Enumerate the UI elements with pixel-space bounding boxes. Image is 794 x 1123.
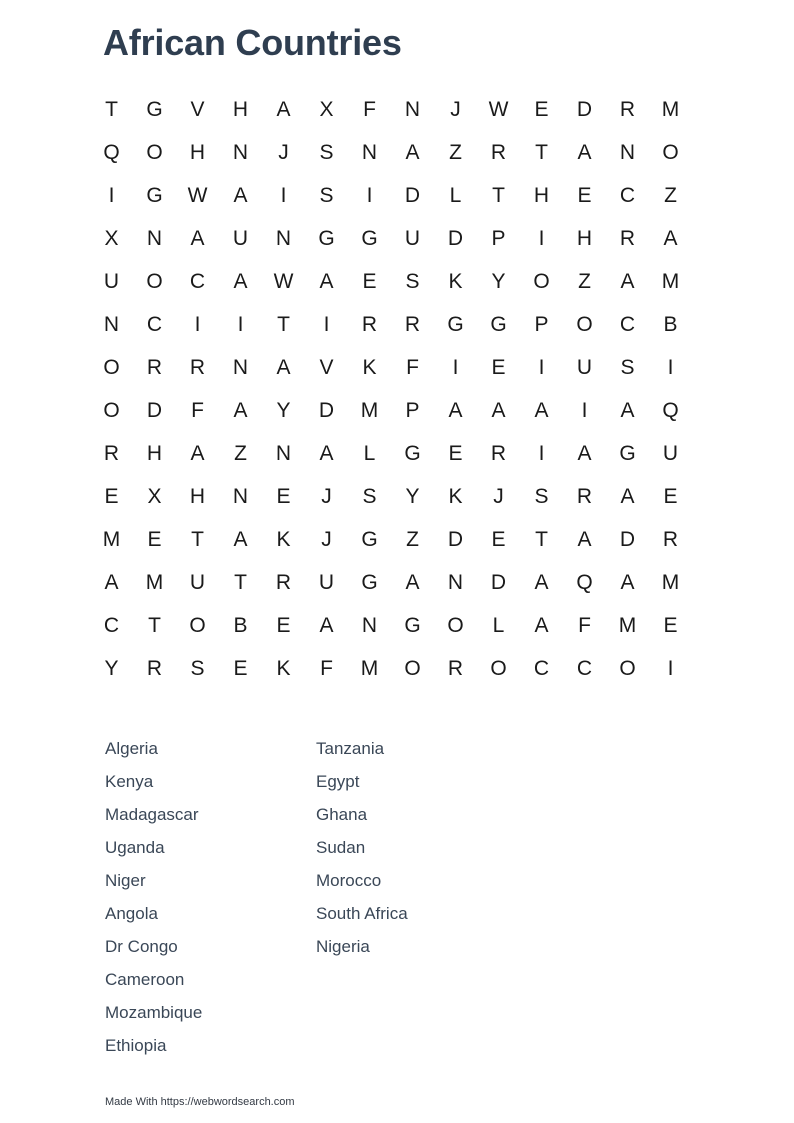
grid-letter: E xyxy=(276,613,291,637)
grid-letter: I xyxy=(581,398,588,422)
grid-row xyxy=(90,647,692,690)
grid-letter: C xyxy=(103,613,120,637)
grid-letter: A xyxy=(577,527,592,551)
grid-letter: Y xyxy=(405,484,420,508)
grid-letter: R xyxy=(490,441,507,465)
word-list-item: South Africa xyxy=(316,904,408,923)
grid-letter: B xyxy=(233,613,248,637)
word-list-item: Tanzania xyxy=(316,739,385,758)
grid-letter: N xyxy=(404,97,421,121)
word-list-item: Cameroon xyxy=(105,970,185,989)
grid-letter: I xyxy=(194,312,201,336)
grid-letter: R xyxy=(361,312,378,336)
grid-letter: I xyxy=(667,355,674,379)
grid-letter: N xyxy=(232,140,249,164)
grid-letter: G xyxy=(404,441,421,465)
grid-letter: C xyxy=(146,312,163,336)
grid-letter: A xyxy=(233,398,248,422)
grid-letter: N xyxy=(275,226,292,250)
grid-row xyxy=(90,303,692,346)
grid-row xyxy=(90,475,692,518)
grid-letter: A xyxy=(534,613,549,637)
grid-letter: G xyxy=(619,441,636,465)
grid-letter: H xyxy=(146,441,163,465)
grid-letter: U xyxy=(318,570,335,594)
word-list-item: Madagascar xyxy=(105,805,199,824)
grid-letter: P xyxy=(491,226,506,250)
grid-letter: D xyxy=(447,527,464,551)
grid-letter: Q xyxy=(103,140,120,164)
grid-letter: E xyxy=(233,656,248,680)
grid-letter: E xyxy=(491,355,506,379)
grid-letter: S xyxy=(405,269,420,293)
grid-letter: A xyxy=(233,269,248,293)
word-list-item: Algeria xyxy=(105,739,158,758)
grid-letter: I xyxy=(538,226,545,250)
grid-letter: A xyxy=(319,613,334,637)
grid-letter: A xyxy=(190,441,205,465)
word-list-item: Angola xyxy=(105,904,158,923)
grid-letter: N xyxy=(619,140,636,164)
grid-letter: O xyxy=(404,656,421,680)
grid-letter: T xyxy=(191,527,204,551)
grid-letter: O xyxy=(576,312,593,336)
letter-grid xyxy=(90,88,692,690)
grid-letter: R xyxy=(619,226,636,250)
grid-letter: U xyxy=(404,226,421,250)
grid-letter: Z xyxy=(449,140,462,164)
grid-letter: W xyxy=(488,97,509,121)
grid-row xyxy=(90,604,692,647)
grid-letter: X xyxy=(319,97,334,121)
grid-letter: G xyxy=(361,527,378,551)
grid-letter: N xyxy=(103,312,120,336)
grid-row xyxy=(90,389,692,432)
grid-letter: R xyxy=(662,527,679,551)
grid-letter: A xyxy=(534,398,549,422)
grid-letter: N xyxy=(275,441,292,465)
word-list-item: Ghana xyxy=(316,805,368,824)
grid-letter: R xyxy=(146,355,163,379)
word-list xyxy=(105,736,527,1066)
grid-letter: I xyxy=(108,183,115,207)
grid-letter: F xyxy=(406,355,419,379)
grid-letter: B xyxy=(663,312,678,336)
grid-letter: G xyxy=(361,226,378,250)
grid-letter: D xyxy=(404,183,421,207)
grid-letter: O xyxy=(103,398,120,422)
grid-letter: G xyxy=(146,97,163,121)
grid-letter: O xyxy=(103,355,120,379)
grid-letter: I xyxy=(366,183,373,207)
grid-letter: J xyxy=(493,484,504,508)
grid-row xyxy=(90,88,692,131)
word-list-column-2 xyxy=(316,736,527,1066)
grid-letter: E xyxy=(104,484,119,508)
grid-letter: R xyxy=(275,570,292,594)
grid-letter: O xyxy=(619,656,636,680)
grid-letter: A xyxy=(534,570,549,594)
grid-letter: Y xyxy=(104,656,119,680)
grid-letter: K xyxy=(276,527,291,551)
grid-letter: A xyxy=(276,355,291,379)
grid-letter: O xyxy=(146,269,163,293)
grid-letter: Z xyxy=(664,183,677,207)
grid-letter: N xyxy=(146,226,163,250)
grid-letter: M xyxy=(360,656,379,680)
grid-letter: G xyxy=(146,183,163,207)
grid-letter: A xyxy=(233,527,248,551)
grid-letter: Z xyxy=(578,269,591,293)
grid-letter: H xyxy=(533,183,550,207)
grid-row xyxy=(90,131,692,174)
grid-letter: H xyxy=(189,484,206,508)
grid-row xyxy=(90,432,692,475)
grid-letter: U xyxy=(189,570,206,594)
grid-letter: S xyxy=(362,484,377,508)
grid-letter: T xyxy=(535,527,548,551)
grid-letter: Z xyxy=(406,527,419,551)
grid-letter: A xyxy=(233,183,248,207)
grid-letter: A xyxy=(577,140,592,164)
grid-letter: A xyxy=(276,97,291,121)
grid-letter: I xyxy=(538,441,545,465)
grid-letter: R xyxy=(619,97,636,121)
grid-letter: N xyxy=(232,355,249,379)
grid-letter: V xyxy=(190,97,205,121)
grid-letter: T xyxy=(492,183,505,207)
grid-letter: M xyxy=(102,527,121,551)
grid-letter: M xyxy=(661,97,680,121)
word-list-item: Niger xyxy=(105,871,146,890)
grid-letter: A xyxy=(190,226,205,250)
grid-letter: T xyxy=(535,140,548,164)
grid-letter: C xyxy=(189,269,206,293)
word-list-item: Morocco xyxy=(316,871,382,890)
grid-letter: M xyxy=(661,570,680,594)
grid-letter: O xyxy=(146,140,163,164)
grid-letter: U xyxy=(662,441,679,465)
grid-letter: Q xyxy=(662,398,679,422)
grid-letter: R xyxy=(447,656,464,680)
grid-letter: A xyxy=(620,484,635,508)
grid-letter: O xyxy=(662,140,679,164)
grid-letter: W xyxy=(187,183,208,207)
grid-letter: A xyxy=(663,226,678,250)
grid-letter: I xyxy=(452,355,459,379)
grid-letter: E xyxy=(663,484,678,508)
grid-letter: P xyxy=(534,312,549,336)
grid-letter: I xyxy=(538,355,545,379)
grid-letter: N xyxy=(232,484,249,508)
grid-letter: O xyxy=(447,613,464,637)
word-list-item: Ethiopia xyxy=(105,1036,167,1055)
grid-letter: G xyxy=(447,312,464,336)
word-list-item: Sudan xyxy=(316,838,366,857)
grid-letter: D xyxy=(447,226,464,250)
grid-letter: K xyxy=(362,355,377,379)
grid-letter: H xyxy=(232,97,249,121)
grid-letter: F xyxy=(578,613,591,637)
grid-letter: A xyxy=(491,398,506,422)
grid-letter: A xyxy=(577,441,592,465)
grid-letter: E xyxy=(491,527,506,551)
grid-letter: Z xyxy=(234,441,247,465)
grid-letter: X xyxy=(147,484,162,508)
grid-letter: N xyxy=(361,613,378,637)
grid-letter: Y xyxy=(276,398,291,422)
grid-letter: U xyxy=(103,269,120,293)
grid-letter: W xyxy=(273,269,294,293)
grid-letter: D xyxy=(576,97,593,121)
grid-letter: E xyxy=(362,269,377,293)
grid-letter: E xyxy=(276,484,291,508)
grid-letter: O xyxy=(533,269,550,293)
grid-letter: A xyxy=(405,570,420,594)
grid-letter: O xyxy=(189,613,206,637)
grid-letter: R xyxy=(404,312,421,336)
grid-row xyxy=(90,518,692,561)
grid-row xyxy=(90,217,692,260)
grid-letter: L xyxy=(492,613,505,637)
grid-letter: G xyxy=(404,613,421,637)
grid-letter: D xyxy=(146,398,163,422)
grid-letter: A xyxy=(620,398,635,422)
grid-letter: L xyxy=(449,183,462,207)
grid-letter: A xyxy=(319,269,334,293)
grid-letter: J xyxy=(321,484,332,508)
word-list-item: Dr Congo xyxy=(105,937,178,956)
grid-row xyxy=(90,561,692,604)
grid-letter: C xyxy=(533,656,550,680)
grid-letter: J xyxy=(450,97,461,121)
grid-letter: G xyxy=(361,570,378,594)
grid-letter: G xyxy=(318,226,335,250)
grid-letter: D xyxy=(490,570,507,594)
word-list-item: Egypt xyxy=(316,772,360,791)
grid-letter: E xyxy=(663,613,678,637)
grid-letter: T xyxy=(148,613,161,637)
grid-letter: D xyxy=(619,527,636,551)
grid-letter: I xyxy=(237,312,244,336)
page-title: African Countries xyxy=(103,22,402,63)
grid-letter: S xyxy=(319,140,334,164)
grid-letter: K xyxy=(276,656,291,680)
grid-letter: K xyxy=(448,269,463,293)
grid-letter: U xyxy=(232,226,249,250)
grid-letter: J xyxy=(278,140,289,164)
grid-letter: P xyxy=(405,398,420,422)
grid-letter: A xyxy=(405,140,420,164)
grid-letter: E xyxy=(147,527,162,551)
grid-letter: T xyxy=(234,570,247,594)
grid-letter: M xyxy=(145,570,164,594)
grid-letter: V xyxy=(319,355,334,379)
grid-letter: N xyxy=(447,570,464,594)
word-list-item: Uganda xyxy=(105,838,165,857)
grid-letter: M xyxy=(360,398,379,422)
grid-letter: S xyxy=(319,183,334,207)
grid-letter: E xyxy=(448,441,463,465)
word-list-item: Kenya xyxy=(105,772,154,791)
grid-letter: C xyxy=(576,656,593,680)
grid-letter: C xyxy=(619,183,636,207)
grid-letter: T xyxy=(277,312,290,336)
footer-credit: Made With https://webwordsearch.com xyxy=(105,1096,295,1108)
grid-letter: A xyxy=(448,398,463,422)
grid-letter: C xyxy=(619,312,636,336)
grid-letter: H xyxy=(189,140,206,164)
grid-letter: U xyxy=(576,355,593,379)
grid-letter: K xyxy=(448,484,463,508)
grid-letter: A xyxy=(319,441,334,465)
grid-letter: X xyxy=(104,226,119,250)
grid-letter: A xyxy=(104,570,119,594)
grid-letter: S xyxy=(620,355,635,379)
grid-letter: F xyxy=(363,97,376,121)
grid-letter: E xyxy=(534,97,549,121)
grid-letter: O xyxy=(490,656,507,680)
grid-letter: I xyxy=(280,183,287,207)
word-list-item: Nigeria xyxy=(316,937,370,956)
grid-letter: S xyxy=(190,656,205,680)
grid-letter: R xyxy=(576,484,593,508)
grid-letter: J xyxy=(321,527,332,551)
grid-letter: I xyxy=(667,656,674,680)
grid-letter: M xyxy=(661,269,680,293)
grid-letter: M xyxy=(618,613,637,637)
grid-letter: I xyxy=(323,312,330,336)
grid-letter: G xyxy=(490,312,507,336)
grid-letter: L xyxy=(363,441,376,465)
grid-letter: Q xyxy=(576,570,593,594)
grid-letter: R xyxy=(103,441,120,465)
grid-letter: R xyxy=(490,140,507,164)
grid-letter: R xyxy=(146,656,163,680)
grid-letter: E xyxy=(577,183,592,207)
grid-letter: D xyxy=(318,398,335,422)
grid-letter: H xyxy=(576,226,593,250)
grid-row xyxy=(90,174,692,217)
word-list-item: Mozambique xyxy=(105,1003,203,1022)
grid-letter: A xyxy=(620,269,635,293)
grid-letter: A xyxy=(620,570,635,594)
word-list-column-1 xyxy=(105,736,316,1066)
grid-row xyxy=(90,346,692,389)
grid-letter: R xyxy=(189,355,206,379)
grid-letter: F xyxy=(191,398,204,422)
grid-row xyxy=(90,260,692,303)
grid-letter: N xyxy=(361,140,378,164)
grid-letter: T xyxy=(105,97,118,121)
grid-letter: F xyxy=(320,656,333,680)
grid-letter: S xyxy=(534,484,549,508)
grid-letter: Y xyxy=(491,269,506,293)
